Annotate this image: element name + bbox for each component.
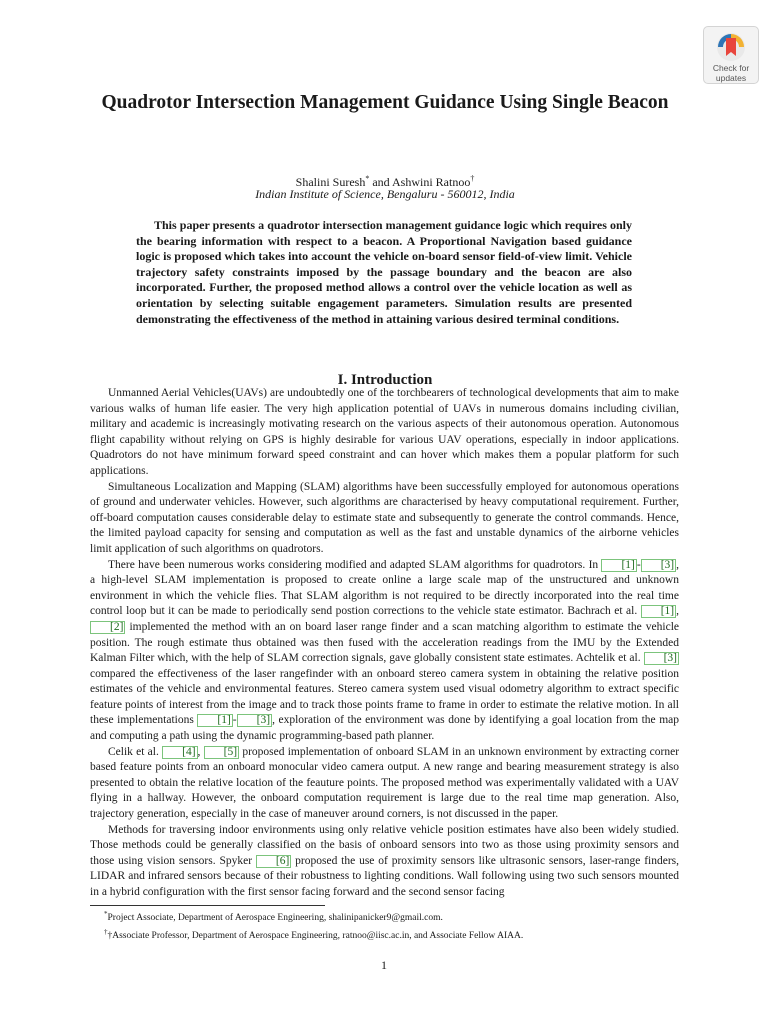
text-run: Celik et al. [108,745,163,758]
footnote-text: †Associate Professor, Department of Aerospace Engineering, ratnoo@iisc.ac.in, and Associate Fellow AIAA. [107,930,524,941]
footnote-mark: * [365,174,370,183]
citation-link[interactable]: [3] [237,714,272,727]
text-run: compared the effectiveness of the laser rangefinder with an onboard stereo camera system in obtaining the relative position estimates of the vehicle and environmental features. Stereo camera system used visual odometry algorithm to extract specific feature points of interest from the image and to track those points frame to frame in order to estimate the relative motion. In all these implementations [90,667,679,727]
text-run: - [636,558,641,571]
text-run: Methods for traversing indoor environments using only relative vehicle position estimates have also been widely studied. Those methods could be generally classified on the basis of onboard sensors into two as those using proximity sensors and those using vision sensors. Spyker [90,823,679,867]
text-run: , [197,745,204,758]
text-run: - [232,714,237,727]
text-run: , a high-level SLAM implementation is proposed to create online a large scale map of the unstructured and unknown environment in which the vehicle flies. That SLAM algorithm is not required to be directly incorporated into the real time control loop but it can be made to periodically send postion corrections to the vehicle state estimator. Bachrach et al. [90,558,679,618]
body-text [90,386,679,901]
author-name: Shalini Suresh [295,175,366,189]
abstract-text: This paper presents a quadrotor intersection management guidance logic which requires only the bearing information with respect to a beacon. A Proportional Navigation based guidance logic is proposed which takes into account the vehicle on-board sensor field-of-view limit. Vehicle trajectory safety constraints imposed by the passage boundary and the beacon are also incorporated. Further, the proposed method allows a control over the vehicle location as well as orientation by selecting suitable engagement parameters. Simulation results are presented demonstrating the effectiveness of the method in attaining various desired terminal conditions. [136,218,632,326]
footnote [104,926,674,944]
text-run: , exploration of the environment was done by identifying a goal location from the map and computing a path using the dynamic programming-based path planner. [90,714,679,743]
citation-link[interactable]: [3] [641,559,676,572]
citation-link[interactable]: [5] [204,746,239,759]
citation-link[interactable]: [2] [90,621,125,634]
footnote-rule [90,905,325,906]
paper-title: Quadrotor Intersection Management Guidance Using Single Beacon [101,92,669,113]
citation-link[interactable]: [4] [162,746,197,759]
text-run: implemented the method with an on board laser range finder and a scan matching algorithm to estimate the vehicle position. The rough estimate thus obtained was then fused with the acceleration readings from the IMU by the Extended Kalman Filter which, with the help of SLAM correction signals, gave globally consistent state estimates. Achtelik et al. [90,620,679,665]
check-for-updates-bookmark-icon [715,31,747,63]
citation-link[interactable]: [6] [256,855,291,868]
citation-link[interactable]: [1] [641,605,676,618]
text-run: proposed implementation of onboard SLAM in an unknown environment by extracting corner based feature points from an onboard monocular video camera output. A new range and bearing measurement strategy is also presented to obtain the relative location of the feauture points. The proposed method was experimentally validated with a UAV flying in a hallway. However, the onboard computation requirement is large due to the real time map generation. Also, trajectory generation, especially in the case of maneuver around corners, is not discussed in the paper. [90,745,680,821]
citation-link[interactable]: [3] [644,652,679,665]
footnote-mark: * [104,910,108,918]
paragraph: Unmanned Aerial Vehicles(UAVs) are undoubtedly one of the torchbearers of technological developments that aim to make various walks of human life easier. The very high application potential of UAVs in numerous domains including civilian, military and academic is increasingly motivating research on the various aspects of their autonomous operation. Autonomous flight capability without relying on GPS is highly desirable for various UAV operations, especially in indoor applications. Quadrotors do not have minimum forward speed constraint and can hover which makes them a popular platform for such applications. [90,387,679,477]
footnote [104,908,674,926]
abstract [136,218,632,327]
paragraph [90,745,679,823]
check-for-updates-badge[interactable] [703,26,759,84]
author-name: Ashwini Ratnoo [392,175,471,189]
paragraph [90,823,679,901]
section-heading: I. Introduction [337,372,433,388]
text-run: , [676,605,679,618]
affiliation: Indian Institute of Science, Bengaluru - 560012, India [255,187,515,201]
footnote-mark: † [470,174,475,183]
badge-text-line1: Check for [712,63,750,73]
text-run: There have been numerous works considering modified and adapted SLAM algorithms for quadrotors. In [108,558,602,571]
footnote-mark: † [104,927,108,936]
badge-text-line2: updates [715,73,747,83]
footnote-text: Project Associate, Department of Aerospace Engineering, shalinipanicker9@gmail.com. [107,913,443,924]
footnotes [104,908,674,943]
paragraph [90,558,679,745]
paragraph: Simultaneous Localization and Mapping (SLAM) algorithms have been successfully employed for autonomous operations of ground and underwater vehicles. However, such algorithms are characterised by heavy computational requirement. Further, off-board computation causes considerable delay to estimate state and subsequently to generate the control commands. Hence, the limited payload capacity for sensing and computation as well as the fast and unstable dynamics of the airborne vehicles limit application of such algorithms on quadrotors. [90,480,679,555]
author-joiner: and [369,175,392,189]
citation-link[interactable]: [1] [601,559,636,572]
page-number: 1 [381,958,387,972]
text-run: proposed the use of proximity sensors like ultrasonic sensors, laser-range finders, LIDAR and infrared sensors because of their robustness to lighting conditions. Wall following using two such sensors mounted in a hybrid configuration with the first sensor facing forward and the second sensor facing [90,854,679,898]
citation-link[interactable]: [1] [197,714,232,727]
